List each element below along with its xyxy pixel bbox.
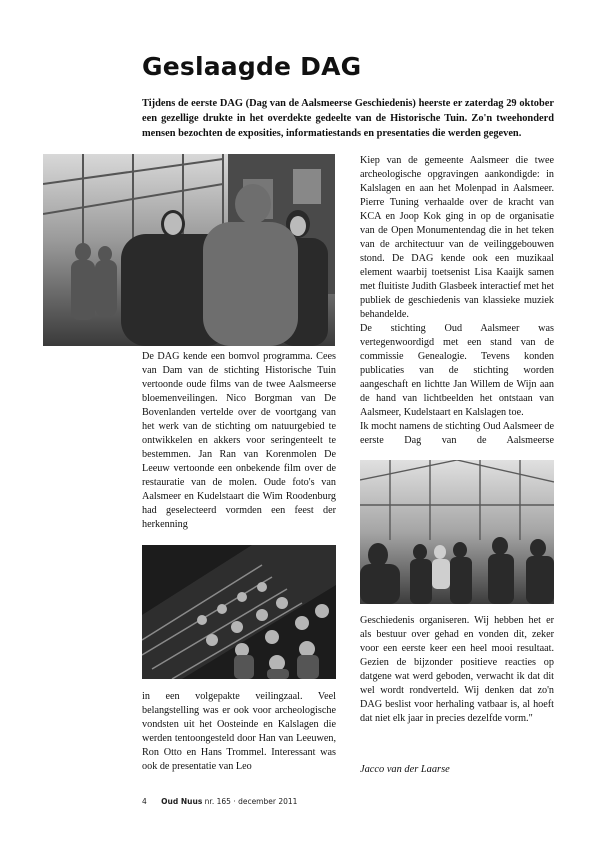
paragraph: Kiep van de gemeente Aalsmeer die twee archeologische opgravingen aankondigde: in Kalslagen en aan het Molenpad in Aalsmeer. Pierre Tuning verhaalde over de kracht van KCA en Joop Kok ging in op de organisatie van de Open Monumentendag die in het teken van de architectuur van de veilinggebouwen stond. De DAG kende ook een muzikaal element waarbij toetsenist Lisa Kaaijk samen met fluitiste Judith Glasbeek interactief met het publiek de geschiedenis van klassieke muziek behandelde. [360, 155, 554, 320]
column-right-bottom [360, 614, 554, 726]
author-signature: Jacco van der Laarse [360, 764, 450, 775]
column-left-bottom [142, 690, 336, 774]
paragraph: in een volgepakte veilingzaal. Veel belangstelling was er ook voor archeologische vondsten uit het Oosteinde en Kalslagen die werden tentoongesteld door Han van Leeuwen, Ron Otto en Hans Trommel. Interessant was ook de presentatie van Leo [142, 691, 336, 772]
article-title: Geslaagde DAG [142, 52, 362, 81]
photo-greenhouse-interior [360, 460, 554, 604]
paragraph: Geschiedenis organiseren. Wij hebben het er als bestuur over gehad en vonden dit, zeker voor een eerste keer een heel mooi resultaat. Gezien de bijzonder positieve reacties op datgene wat werd geboden, verwacht ik dat dit wel wordt rondverteld. Wij denken dat zo'n DAG beslist voor herhaling vatbaar is, al hoeft dat niet elk jaar in precies dezelfde vorm." [360, 615, 554, 724]
paragraph: Ik mocht namens de stichting Oud Aalsmeer de eerste Dag van de Aalsmeerse [360, 421, 554, 446]
photo-visitors-greenhouse [43, 154, 335, 346]
paragraph: De stichting Oud Aalsmeer was vertegenwoordigd met een stand van de commissie Genealogie. Tevens konden publicaties van de stichting worden aangeschaft en lichtte Jan Willem de Wijn aan de hand van lichtbeelden het ontstaan van Aalsmeer, Kudelstaart en Kalslagen toe. [360, 323, 554, 418]
column-left-top [142, 350, 336, 532]
page-number: 4 [142, 797, 147, 806]
article-lead: Tijdens de eerste DAG (Dag van de Aalsmeerse Geschiedenis) heerste er zaterdag 29 oktober een gezellige drukte in het overdekte gedeelte van de Historische Tuin. Zo'n tweehonderd mensen bezochten de exposities, informatiestands en presentaties die werden gegeven. [142, 98, 554, 139]
magazine-name: Oud Nuus [161, 797, 203, 806]
page-footer [142, 797, 297, 806]
photo-audience-auction-hall [142, 545, 336, 679]
paragraph: De DAG kende een bomvol programma. Cees van Dam van de stichting Historische Tuin vertoonde oude films van de twee Aalsmeerse bloemenveilingen. Nico Borgman van De Bovenlanden vertelde over de voortgang van het werk van de stichting om natuurgebied te ontwikkelen en akkers voor seringenteelt te bestemmen. Jan Ran van Korenmolen De Leeuw vertoonde een onbekende film over de restauratie van de molen. Oude foto's van Aalsmeer en Kudelstaart die Wim Roodenburg had geselecteerd vormden een feest der herkenning [142, 351, 336, 530]
column-right-top [360, 154, 554, 448]
issue-info: nr. 165 · december 2011 [202, 797, 298, 806]
